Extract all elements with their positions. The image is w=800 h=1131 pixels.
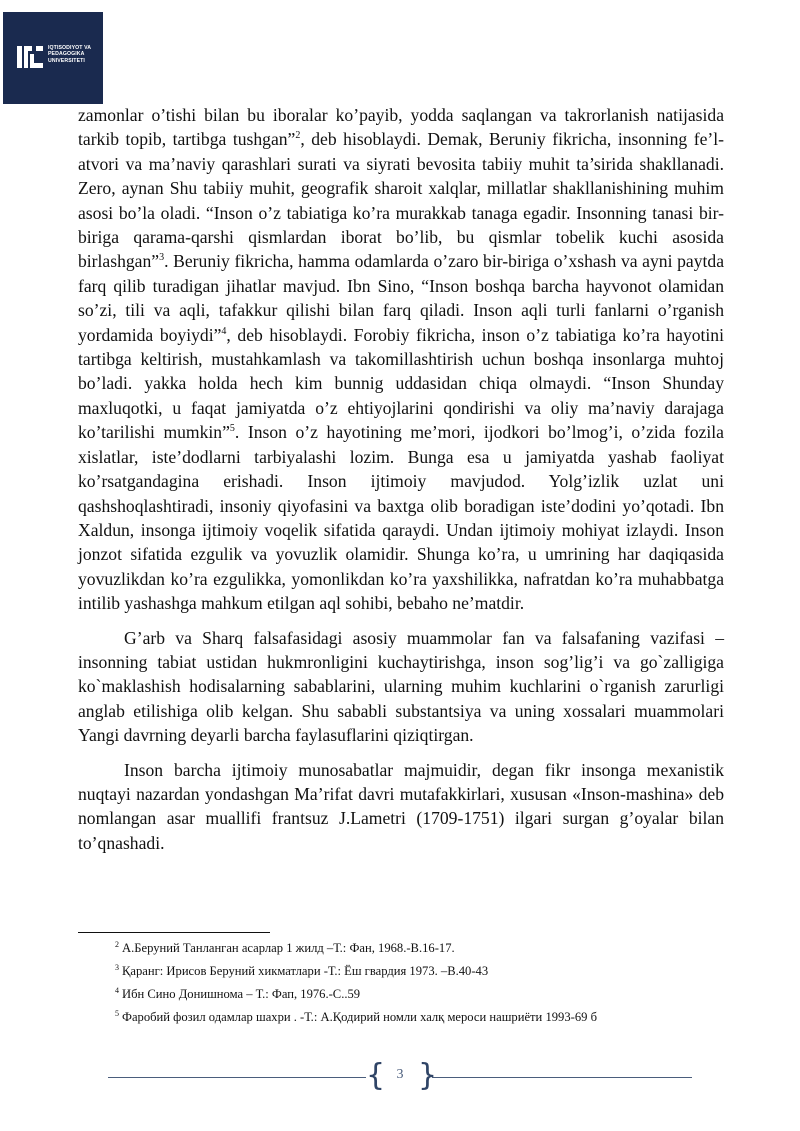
footnote-ref[interactable]: 2	[295, 130, 301, 142]
document-body	[78, 103, 724, 855]
footnote-number: 4	[115, 986, 119, 995]
footnote-ref[interactable]: 3	[159, 252, 165, 264]
footnote-text: А.Беруний Танланган асарлар 1 жилд –Т.: Фан, 1968.-В.16-17.	[122, 941, 455, 955]
footnote-item	[115, 986, 735, 1002]
footnote-item	[115, 963, 735, 979]
footnote-text: Фаробий фозил одамлар шахри . -Т.: А.Қодирий номли халқ мероси нашриёти 1993-69 б	[122, 1010, 597, 1024]
paragraph	[78, 758, 724, 856]
logo-emblem-icon	[17, 46, 43, 68]
logo-line: UNIVERSITETI	[48, 57, 85, 64]
paragraph	[78, 103, 724, 616]
logo-line: IQTISODIYOT VA	[48, 45, 92, 51]
footnote-text: Ибн Сино Донишнома – Т.: Фап, 1976.-С..59	[122, 987, 361, 1001]
footnote-item	[115, 1009, 735, 1025]
footnote-ref[interactable]: 5	[229, 423, 235, 435]
footnote-number: 5	[115, 1009, 119, 1018]
footer-rule-right	[432, 1077, 692, 1078]
footer-rule-left	[108, 1077, 366, 1078]
text-run: G’arb va Sharq falsafasidagi asosiy muammolar fan va falsafaning vazifasi – insonning tabiat ustidan hukmronligini kuchaytirishga, inson sog’lig’i va go`zalligiga ko`maklashish hodisalarning sabablarini, ularning muhim kuchlarini o`rganish zarurligi anglab etilishiga olib kelgan. Shu sababli substantsiya va uning xossalari muammolari Yangi davrning deyarli barcha faylasuflarini qiziqtirgan.	[78, 627, 724, 746]
text-run: . Inson o’z hayotining me’mori, ijodkori bo’lmog’i, o’zida fozila xislatlar, iste’dodlarni tarbiyalashi lozim. Bunga esa u jamiyatda yashab faoliyat ko’rsatgandagina erishadi. Inson ijtimoiy mavjudod. Yolg’izlik uzlat uni qashshoqlashtiradi, insoniy qiyofasini va baxtga olib boradigan iste’dodini yo’qotadi. Ibn Xaldun, insonga ijtimoiy voqelik sifatida qaraydi. Undan ijtimoiy mohiyat izlaydi. Inson jonzot sifatida ezgulik va yovuzlik olamidir. Shunga ko’ra, u umrining har daqiqasida yovuzlikdan ko’ra ezgulikka, yomonlikdan ko’ra yaxshilikka, nafratdan ko’ra muhabbatga intilib yashashga mahkum etilgan aql sohibi, bebaho ne’matdir.	[78, 422, 724, 614]
footnote-text: Қаранг: Ирисов Беруний хикматлари -Т.: Ёш гвардия 1973. –В.40-43	[122, 964, 489, 978]
footnotes	[115, 940, 735, 1032]
footnote-separator	[78, 932, 270, 933]
text-run: , deb hisoblaydi. Demak, Beruniy fikricha, insonning fe’l-atvori va ma’naviy qarashlari surati va siyrati bevosita tabiiy muhit ta’sirida shakllanadi. Zero, aynan Shu tabiiy muhit, geografik sharoit xalqlar, millatlar shakllanishining muhim asosi bo’la oladi. “Inson o’z tabiatiga ko’ra murakkab tanaga egadir. Insonning tanasi bir-biriga qarama-qarshi qismlardan iborat bo’lib, bu qismlar tobelik kuchi asosida birlashgan”	[78, 129, 724, 272]
left-brace-icon: {	[366, 1058, 386, 1093]
logo-text	[48, 45, 104, 64]
text-run: Inson barcha ijtimoiy munosabatlar majmuidir, degan fikr insonga mexanistik nuqtayi nazardan yondashgan Ma’rifat davri mutafakkirlari, xususan «Inson-mashina» deb nomlangan asar muallifi frantsuz J.Lametri (1709-1751) ilgari surgan g’oyalar bilan to’qnashadi.	[78, 759, 724, 853]
footnote-number: 3	[115, 963, 119, 972]
footnote-item	[115, 940, 735, 956]
page-number: 3	[396, 1067, 404, 1082]
university-logo	[3, 12, 103, 104]
logo-line: PEDAGOGIKA	[48, 51, 85, 58]
text-run: , deb hisoblaydi. Forobiy fikricha, inson o’z tabiatiga ko’ra hayotini tartibga keltirish, mustahkamlash va takomillashtirish uchun boshqa insonlarga muhtoj bo’ladi. yakka holda hech kim bunnig uddasidan chiqa olmaydi. “Inson Shunday maxluqotki, u faqat jamiyatda o’z ehtiyojlarini qondirishi va oliy ma’naviy darajaga ko’tarilishi mumkin”	[78, 324, 724, 443]
footnote-ref[interactable]: 4	[221, 325, 227, 337]
right-brace-icon: }	[418, 1058, 438, 1093]
paragraph	[78, 626, 724, 748]
footnote-number: 2	[115, 940, 119, 949]
text-run: . Beruniy fikricha, hamma odamlarda o’zaro bir-biriga o’xshash va ayni paytda farq qilib turadigan jihatlar mavjud. Ibn Sino, “Inson boshqa barcha hayvonot olamidan so’zi, tili va aqli, tafakkur qilishi bilan farq qiladi. Inson aqli turli fanlarni o’rganish yordamida boyiydi”	[78, 251, 724, 345]
text-run: zamonlar o’tishi bilan bu iboralar ko’payib, yodda saqlangan va takrorlanish natijasida tarkib topib, tartibga tushgan”	[78, 105, 724, 150]
